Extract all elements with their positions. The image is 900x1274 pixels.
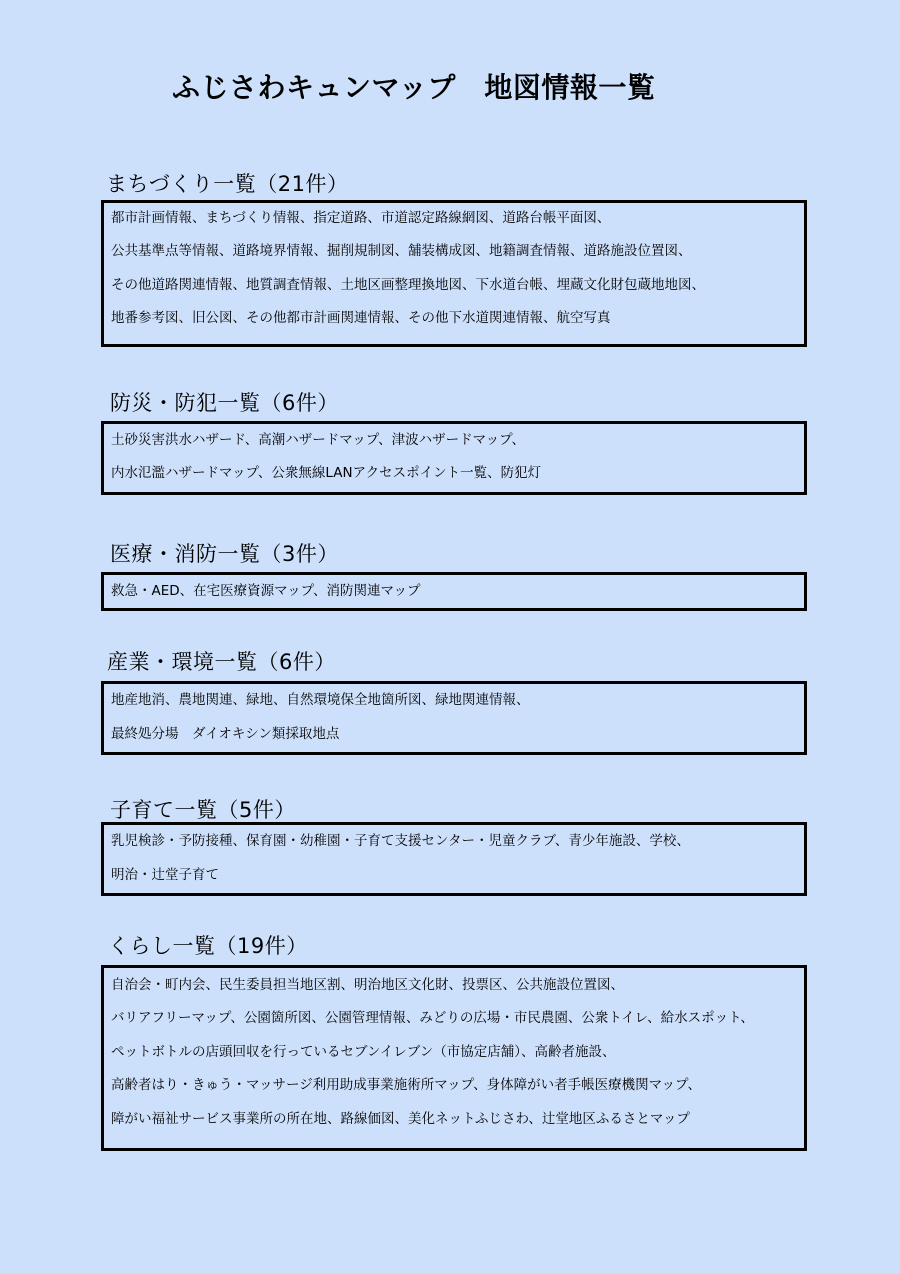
section-box-iryou bbox=[101, 572, 807, 611]
section-line: 救急・AED、在宅医療資源マップ、消防関連マップ bbox=[111, 583, 421, 599]
section-line: 地産地消、農地関連、緑地、自然環境保全地箇所図、緑地関連情報、 bbox=[111, 692, 530, 708]
section-line: バリアフリーマップ、公園箇所図、公園管理情報、みどりの広場・市民農園、公衆トイレ、給水スポット、 bbox=[111, 1010, 754, 1026]
section-box-kurashi bbox=[101, 965, 807, 1151]
section-heading-bousai: 防災・防犯一覧（6件） bbox=[110, 391, 339, 415]
section-heading-machizukuri: まちづくり一覧（21件） bbox=[106, 172, 349, 196]
section-line: その他道路関連情報、地質調査情報、土地区画整理換地図、下水道台帳、埋蔵文化財包蔵地地図、 bbox=[111, 277, 705, 293]
section-box-bousai bbox=[101, 421, 807, 495]
section-line: ペットボトルの店頭回収を行っているセブンイレブン（市協定店舗）、高齢者施設、 bbox=[111, 1044, 616, 1060]
section-line: 都市計画情報、まちづくり情報、指定道路、市道認定路線網図、道路台帳平面図、 bbox=[111, 210, 611, 226]
page-title: ふじさわキュンマップ 地図情報一覧 bbox=[172, 71, 656, 104]
section-line: 明治・辻堂子育て bbox=[111, 867, 219, 883]
section-box-sangyou bbox=[101, 681, 807, 755]
section-line: 公共基準点等情報、道路境界情報、掘削規制図、舗装構成図、地籍調査情報、道路施設位置図、 bbox=[111, 243, 692, 259]
section-box-machizukuri bbox=[101, 200, 807, 347]
section-heading-iryou: 医療・消防一覧（3件） bbox=[110, 542, 339, 566]
section-line: 地番参考図、旧公図、その他都市計画関連情報、その他下水道関連情報、航空写真 bbox=[111, 310, 611, 326]
section-line: 障がい福祉サービス事業所の所在地、路線価図、美化ネットふじさわ、辻堂地区ふるさとマップ bbox=[111, 1111, 690, 1127]
section-heading-kurashi: くらし一覧（19件） bbox=[108, 934, 308, 958]
section-line: 高齢者はり・きゅう・マッサージ利用助成事業施術所マップ、身体障がい者手帳医療機関マップ、 bbox=[111, 1077, 701, 1093]
section-line: 最終処分場 ダイオキシン類採取地点 bbox=[111, 726, 340, 742]
section-line: 自治会・町内会、民生委員担当地区割、明治地区文化財、投票区、公共施設位置図、 bbox=[111, 977, 624, 993]
section-line: 内水氾濫ハザードマップ、公衆無線LANアクセスポイント一覧、防犯灯 bbox=[111, 465, 542, 481]
section-line: 乳児検診・予防接種、保育園・幼稚園・子育て支援センター・児童クラブ、青少年施設、学校、 bbox=[111, 833, 690, 849]
section-line: 土砂災害洪水ハザード、高潮ハザードマップ、津波ハザードマップ、 bbox=[111, 432, 526, 448]
section-box-kosodate bbox=[101, 822, 807, 896]
section-heading-kosodate: 子育て一覧（5件） bbox=[110, 798, 296, 822]
section-heading-sangyou: 産業・環境一覧（6件） bbox=[107, 650, 336, 674]
